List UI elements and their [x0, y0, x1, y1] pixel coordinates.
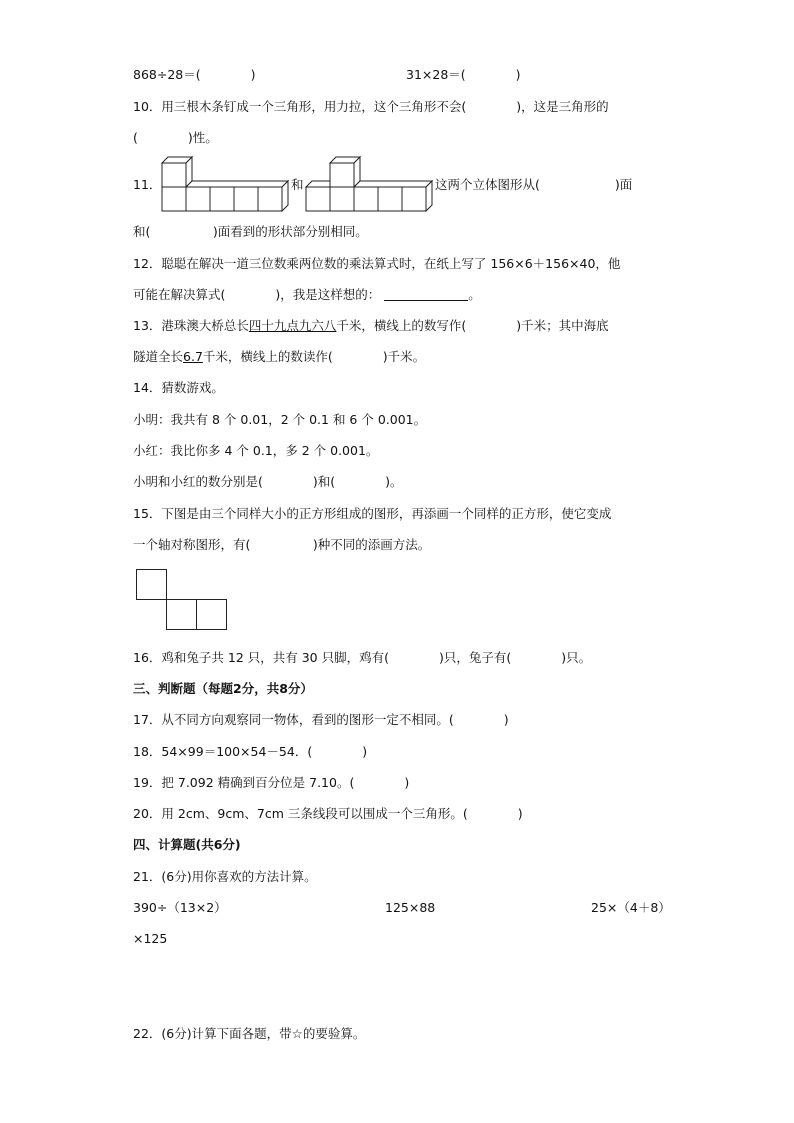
- q11-number: 11．: [133, 177, 162, 192]
- q15-line1: 15．下图是由三个同样大小的正方形组成的图形，再添画一个同样的正方形，使它变成: [133, 506, 612, 521]
- q13-l2-text-b: 千米，横线上的数读作( )千米。: [202, 349, 426, 364]
- q21-title: 21．(6分)用你喜欢的方法计算。: [133, 869, 317, 884]
- cube-figure-right: [302, 154, 442, 212]
- three-squares-figure: [136, 569, 228, 633]
- q13-underlined-decimal: 6.7: [183, 349, 203, 364]
- q22: 22．(6分)计算下面各题，带☆的要验算。: [133, 1026, 366, 1041]
- cube-left-top: [162, 157, 192, 187]
- q9-left: 868÷28＝( ): [133, 67, 256, 82]
- q15-line2: 一个轴对称图形，有( )种不同的添画方法。: [133, 537, 431, 552]
- q13-underlined-number: 四十九点九六八: [248, 318, 337, 333]
- q10-line1: 10．用三根木条钉成一个三角形，用力拉，这个三角形不会( )，这是三角形的: [133, 99, 609, 114]
- cube-right-top: [330, 157, 360, 187]
- q11-text: 这两个立体图形从( )面: [435, 177, 633, 192]
- q14-ask: 小明和小红的数分别是( )和( )。: [133, 474, 403, 489]
- q19: 19．把 7.092 精确到百分位是 7.10。( ): [133, 775, 410, 790]
- q9-right: 31×28＝( ): [406, 67, 521, 82]
- q13-line2: [133, 349, 425, 365]
- q14-xiaohong: 小红：我比你多 4 个 0.1，多 2 个 0.001。: [133, 443, 379, 458]
- q12-period: 。: [468, 287, 481, 302]
- q17: 17．从不同方向观察同一物体，看到的图形一定不相同。( ): [133, 712, 509, 727]
- q21-expr-2: 125×88: [385, 900, 436, 915]
- q12-answer-blank[interactable]: [384, 288, 468, 301]
- q20: 20．用 2cm、9cm、7cm 三条线段可以围成一个三角形。( ): [133, 806, 523, 821]
- cube-right-bottom-row: [306, 181, 432, 211]
- q13-line1: [133, 318, 609, 334]
- q21-expr-3-cont: ×125: [133, 931, 168, 946]
- q21-expr-3: 25×（4＋8）: [591, 900, 671, 915]
- q16: 16．鸡和兔子共 12 只，共有 30 只脚，鸡有( )只，兔子有( )只。: [133, 650, 592, 665]
- q12-line2: [133, 287, 481, 303]
- section-3-title: 三、判断题（每题2分，共8分）: [133, 681, 313, 696]
- q12-line2-text: 可能在解决算式( )，我是这样想的：: [133, 287, 381, 302]
- q13-l2-text-a: 隧道全长: [133, 349, 184, 364]
- q18: 18．54×99＝100×54－54．( ): [133, 744, 368, 759]
- q11-and: 和: [291, 177, 304, 192]
- q11-line2: 和( )面看到的形状部分别相同。: [133, 224, 368, 239]
- cube-figure-left: [158, 154, 288, 212]
- q12-line1: 12．聪聪在解决一道三位数乘两位数的乘法算式时，在纸上写了 156×6＋156×40，他: [133, 256, 621, 271]
- q13-l1-text-a: 13．港珠澳大桥总长: [133, 318, 249, 333]
- q21-expr-1: 390÷（13×2）: [133, 900, 227, 915]
- section-4-title: 四、计算题(共6分): [133, 837, 241, 852]
- q13-l1-text-b: 千米，横线上的数写作( )千米；其中海底: [336, 318, 609, 333]
- q14-title: 14．猜数游戏。: [133, 380, 224, 395]
- q14-xiaoming: 小明：我共有 8 个 0.01，2 个 0.1 和 6 个 0.001。: [133, 412, 427, 427]
- q10-line2: ( )性。: [133, 130, 218, 145]
